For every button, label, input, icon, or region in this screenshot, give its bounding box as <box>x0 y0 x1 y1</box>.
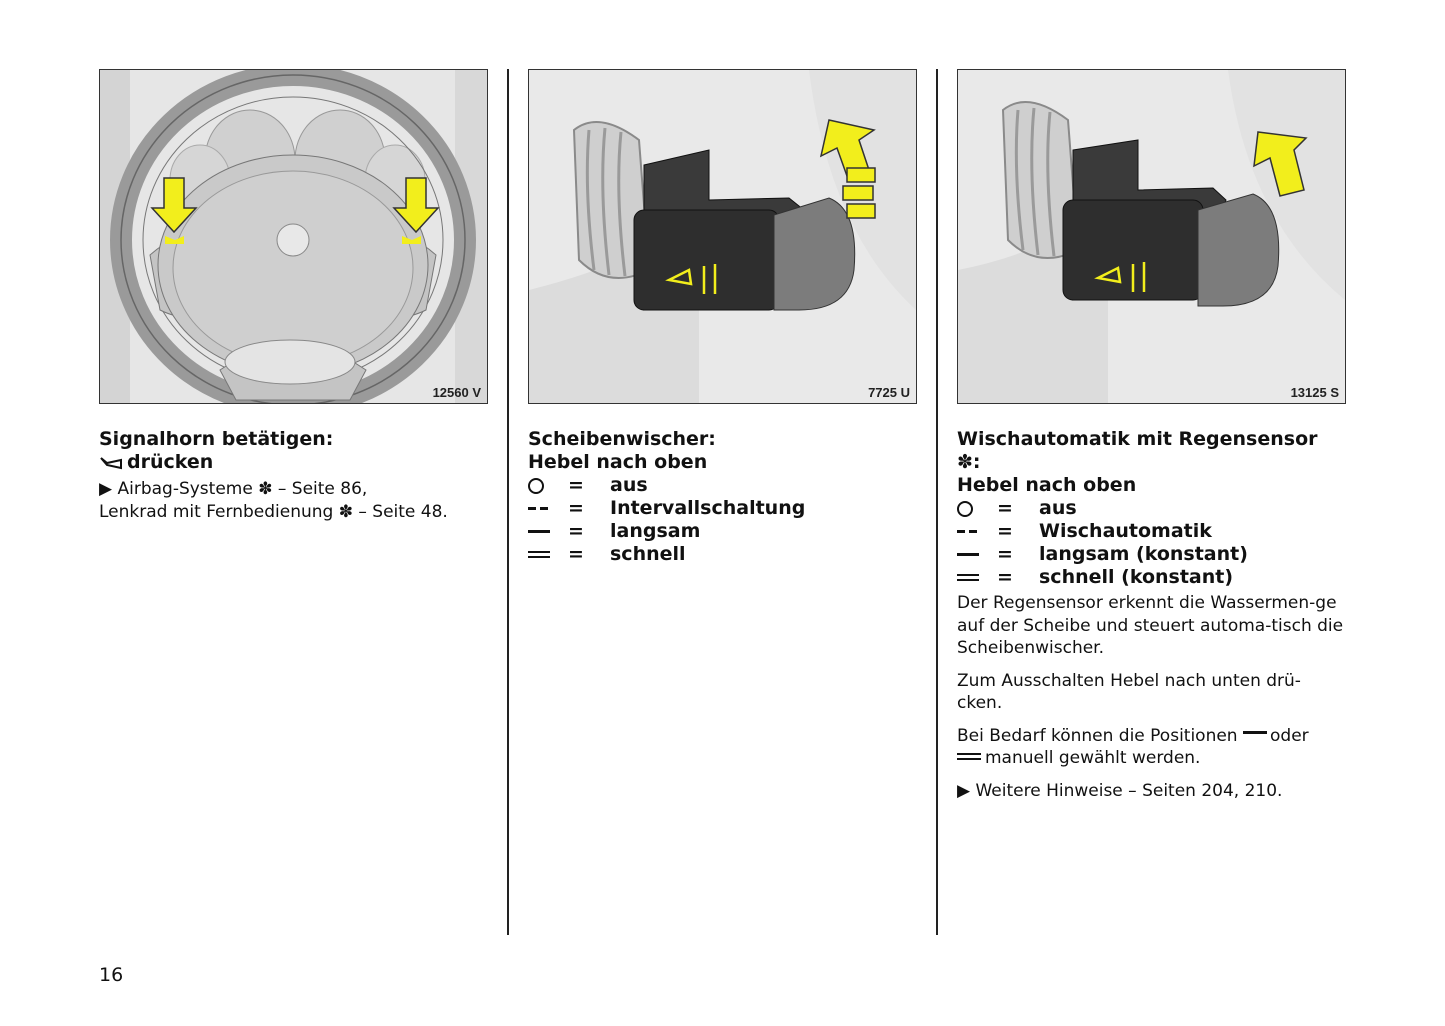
slow-position-icon <box>1243 731 1267 734</box>
legend-row-slow <box>528 520 917 543</box>
legend-eq: = <box>997 520 1013 542</box>
page-number: 16 <box>99 964 124 986</box>
legend-eq: = <box>568 497 584 519</box>
paragraph-text: manuell gewählt werden. <box>985 748 1201 768</box>
ref-text: Airbag-Systeme <box>117 479 253 499</box>
column-signal-horn <box>99 69 488 523</box>
reference-steering-remote[interactable] <box>99 501 488 524</box>
horn-icon <box>99 456 123 470</box>
figure-code: 7725 U <box>868 385 910 400</box>
heading-colon: : <box>972 451 981 473</box>
ref-text: Weitere Hinweise – Seiten 204, 210. <box>975 780 1283 801</box>
heading-line: Scheibenwischer: <box>528 428 716 450</box>
legend-row-off <box>528 474 917 497</box>
legend-eq: = <box>997 543 1013 565</box>
reference-further-notes[interactable] <box>957 780 1346 803</box>
legend-row-auto <box>957 520 1346 543</box>
rain-sensor-stalk-figure <box>957 69 1346 404</box>
ref-page: – Seite 48. <box>358 501 448 522</box>
option-mark-icon: ✽ <box>338 501 353 522</box>
wiper-stalk-illustration <box>529 70 916 403</box>
legend-label: schnell <box>610 543 686 565</box>
column-divider <box>507 69 509 935</box>
arrow-icon: ▶ <box>957 780 971 801</box>
ref-page: – Seite 86, <box>277 479 368 499</box>
column-rain-sensor <box>957 69 1346 802</box>
slow-position-icon <box>957 553 979 556</box>
column-wipers <box>528 69 917 566</box>
arrow-icon: ▶ <box>99 479 113 499</box>
rain-sensor-stalk-illustration <box>958 70 1345 403</box>
ref-text: Lenkrad mit Fernbedienung <box>99 501 334 522</box>
auto-position-icon <box>957 530 977 533</box>
wiper-stalk-figure <box>528 69 917 404</box>
legend-eq: = <box>997 566 1013 588</box>
legend-row-slow <box>957 543 1346 566</box>
option-mark-icon: ✽ <box>258 479 273 499</box>
rain-sensor-position-legend <box>957 497 1346 589</box>
figure-code: 13125 S <box>1290 385 1339 400</box>
heading-line <box>957 428 1346 474</box>
legend-row-interval <box>528 497 917 520</box>
off-position-icon <box>528 478 544 494</box>
legend-eq: = <box>568 474 584 496</box>
heading-press: drücken <box>127 451 214 473</box>
option-mark-icon: ✽ <box>957 451 973 473</box>
legend-eq: = <box>997 497 1013 519</box>
wiper-position-legend <box>528 474 917 566</box>
steering-wheel-illustration <box>100 70 487 403</box>
fast-position-icon <box>957 753 981 760</box>
heading-line: Hebel nach oben <box>528 451 708 473</box>
legend-label: Wischautomatik <box>1039 520 1212 542</box>
fast-position-icon <box>957 574 979 581</box>
interval-position-icon <box>528 507 548 510</box>
fast-position-icon <box>528 551 550 558</box>
reference-airbag[interactable] <box>99 478 488 501</box>
signal-horn-heading <box>99 428 488 474</box>
legend-row-fast <box>528 543 917 566</box>
wipers-heading <box>528 428 917 474</box>
heading-text: Wischautomatik mit Regensensor <box>957 428 1318 450</box>
legend-label: langsam (konstant) <box>1039 543 1248 565</box>
legend-eq: = <box>568 520 584 542</box>
legend-label: aus <box>1039 497 1077 519</box>
off-position-icon <box>957 501 973 517</box>
legend-label: schnell (konstant) <box>1039 566 1234 588</box>
paragraph: Der Regensensor erkennt die Wassermen-ge auf der Scheibe und steuert automa-tisch die Scheibenwischer. <box>957 593 1344 658</box>
paragraph-text: oder <box>1270 725 1309 746</box>
legend-row-fast <box>957 566 1346 589</box>
figure-code: 12560 V <box>432 385 481 400</box>
rain-sensor-body <box>957 592 1346 802</box>
heading-line <box>99 451 488 474</box>
slow-position-icon <box>528 530 550 533</box>
legend-row-off <box>957 497 1346 520</box>
heading-line: Signalhorn betätigen: <box>99 428 334 450</box>
legend-eq: = <box>568 543 584 565</box>
heading-line: Hebel nach oben <box>957 474 1137 496</box>
paragraph-text: Bei Bedarf können die Positionen <box>957 725 1238 746</box>
column-divider <box>936 69 938 935</box>
cross-references <box>99 478 488 523</box>
paragraph: Zum Ausschalten Hebel nach unten drü-cken. <box>957 670 1301 713</box>
paragraph-manual-positions <box>957 725 1346 770</box>
legend-label: aus <box>610 474 648 496</box>
legend-label: Intervallschaltung <box>610 497 806 519</box>
legend-label: langsam <box>610 520 701 542</box>
rain-sensor-heading <box>957 428 1346 497</box>
steering-wheel-figure <box>99 69 488 404</box>
